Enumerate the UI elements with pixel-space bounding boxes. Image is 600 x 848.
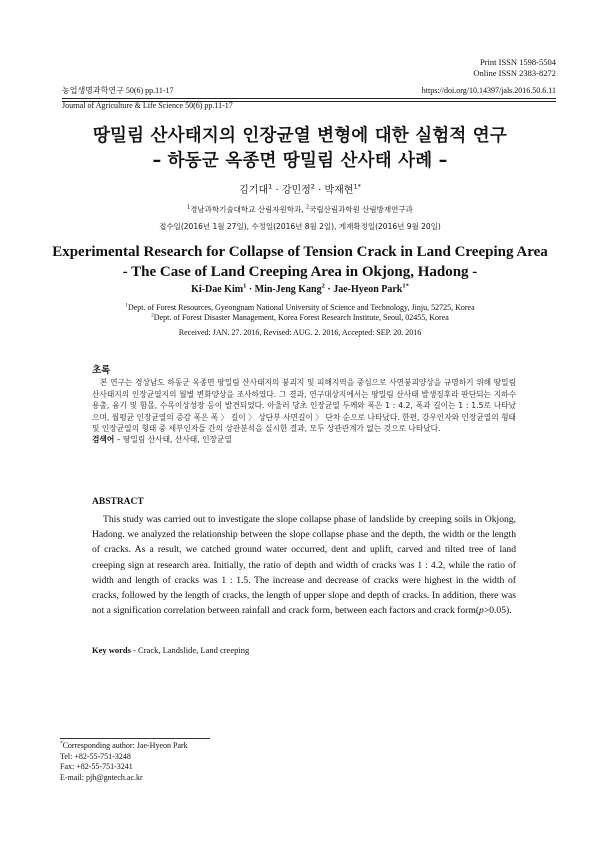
author-en-1: Ki-Dae Kim — [191, 284, 244, 295]
header-rule — [62, 98, 556, 99]
title-en-line2: - The Case of Land Creeping Area in Okjong, Hadong - — [122, 264, 478, 280]
author-en-2: Min-Jeng Kang — [254, 284, 322, 295]
print-issn: Print ISSN 1598-5504 — [479, 57, 556, 67]
abstract-en-text-end: >0.05). — [483, 605, 512, 617]
author-separator: · — [246, 284, 255, 295]
affiliation-en-1 — [0, 303, 600, 312]
authors-ko — [0, 181, 600, 196]
affil-ko-1-mark: 1 — [187, 204, 191, 211]
dates-en: Received: JAN. 27. 2016, Revised: AUG. 2. 2016, Accepted: SEP. 20. 2016 — [178, 328, 422, 337]
issn-block — [473, 57, 556, 79]
affil-en-1-text: Dept. of Forest Resources, Gyeongnam National University of Science and Technology, Jinju, 52725, Korea — [127, 303, 475, 312]
title-ko-line1: 땅밀림 산사태지의 인장균열 변형에 대한 실험적 연구 — [92, 126, 508, 146]
affil-en-2-text: Dept. of Forest Disaster Management, Korea Forest Research Institute, Seoul, 02455, Korea — [153, 313, 449, 322]
footnote-email[interactable]: E-mail: pjh@gntech.ac.kr — [60, 772, 143, 782]
author-separator: · — [324, 284, 334, 295]
footnote — [60, 741, 188, 783]
affiliation-en-2 — [0, 313, 600, 322]
doi-link[interactable]: https://doi.org/10.14397/jals.2016.50.6.11 — [421, 86, 556, 95]
journal-citation-en: Journal of Agriculture & Life Science 50(6) pp.11-17 — [62, 101, 233, 110]
dates-ko: 접수일(2016년 1월 27일), 수정일(2016년 8월 2일), 게재확정일(2016년 9월 20일) — [159, 222, 441, 231]
affil-ko-2-mark: 2 — [306, 204, 310, 211]
affil-en-1-mark: 1 — [125, 302, 128, 309]
authors-en — [0, 284, 600, 295]
author-ko-2-mark: 2 — [310, 182, 315, 191]
abstract-ko-body: 본 연구는 경상남도 하동군 옥종면 땅밀림 산사태지의 붕괴지 및 피해지역을 중심으로 사면붕괴양상을 규명하기 위해 땅밀림 산사태지의 인장균열지의 월별 변화양상을 조사하였다. 그 결과, 연구대상지에서는 땅밀림 산사태 발생징후라 판단되는 지하수 용출, 융기 및 함몰, 수목이상성장 등이 발견되었다. 아울러 당초 인장균열 두께와 폭은 1 : 4.2, 폭과 길이는 1 : 1.5로 나타났으며, 월평균 인장균열의 증감 폭은 폭 〉 길이 〉 상단부 사면길이 〉 단차 순으로 나타났다. 한편, 강우인자와 인장균열의 형태 및 인장균열의 형태 중 세부인자들 간의 상관분석을 실시한 결과, 모두 상관관계가 없는 것으로 나타났다. — [92, 378, 516, 433]
corresponding-mark: * — [60, 740, 63, 747]
footnote-rule — [60, 738, 210, 739]
footnote-tel: Tel: +82-55-751-3248 — [60, 751, 131, 761]
abstract-ko-heading: 초록 — [92, 365, 111, 376]
affil-en-2-mark: 2 — [151, 312, 154, 319]
author-separator: · — [272, 185, 282, 196]
author-ko-1: 김기대 — [239, 185, 269, 196]
keywords-ko — [92, 434, 232, 445]
author-ko-3: 박재현 — [324, 185, 354, 196]
author-en-1-mark: 1 — [243, 282, 247, 290]
author-ko-1-mark: 1 — [268, 182, 273, 191]
p-value-symbol: p — [479, 605, 484, 617]
corresponding-author — [60, 741, 188, 752]
author-ko-3-mark: 1* — [353, 182, 361, 191]
keywords-en-list: - Crack, Landslide, Land creeping — [130, 645, 250, 655]
title-en-line1: Experimental Research for Collapse of Tension Crack in Land Creeping Area — [52, 244, 548, 260]
abstract-en-body — [92, 512, 516, 618]
affiliation-ko — [0, 204, 600, 215]
keywords-en — [92, 645, 249, 655]
affil-ko-2: 국립산림과학원 산림방재연구과 — [309, 205, 413, 214]
author-en-3: Jae-Hyeon Park — [333, 284, 403, 295]
online-issn: Online ISSN 2383-8272 — [473, 68, 556, 78]
affil-ko-1: 경남과학기술대학교 산림자원학과, — [190, 205, 306, 214]
author-en-2-mark: 2 — [321, 282, 325, 290]
keywords-ko-list: – 땅밀림 산사태, 산사태, 인장균열 — [114, 435, 232, 444]
abstract-en-text: This study was carried out to investigate the slope collapse phase of landslide by creeping soils in Okjong, Hadong. we analyzed the relationship between the slope collapse phase and the depth, the width or the length of cracks. As a result, we catched ground water occurred, dent and uplift, carved and tilted tree of land creeping sign at research area. Initially, the ratio of depth and width of cracks was 1 : 4.2, while the ratio of width and length of cracks was 1 : 1.5. The increase and decrease of cracks were highest in the width of cracks, followed by the length of cracks, the length of upper slope and depth of cracks. In addition, there was not a signification correlation between rainfall and crack form, between each factors and crack form( — [92, 514, 516, 617]
title-ko-line2: – 하동군 옥종면 땅밀림 산사태 사례 – — [152, 151, 448, 171]
author-separator: · — [314, 185, 325, 196]
abstract-en-heading: ABSTRACT — [92, 497, 144, 507]
author-en-3-mark: 1* — [402, 282, 409, 290]
author-ko-2: 강민정 — [281, 185, 311, 196]
journal-citation-ko: 농업생명과학연구 50(6) pp.11-17 — [62, 86, 174, 95]
footnote-fax: Fax: +82-55-751-3241 — [60, 762, 133, 771]
corresponding-author-text: Corresponding author: Jae-Hyeon Park — [62, 741, 188, 750]
keywords-en-label: Key words — [92, 645, 131, 655]
keywords-ko-label: 검색어 — [92, 435, 115, 444]
